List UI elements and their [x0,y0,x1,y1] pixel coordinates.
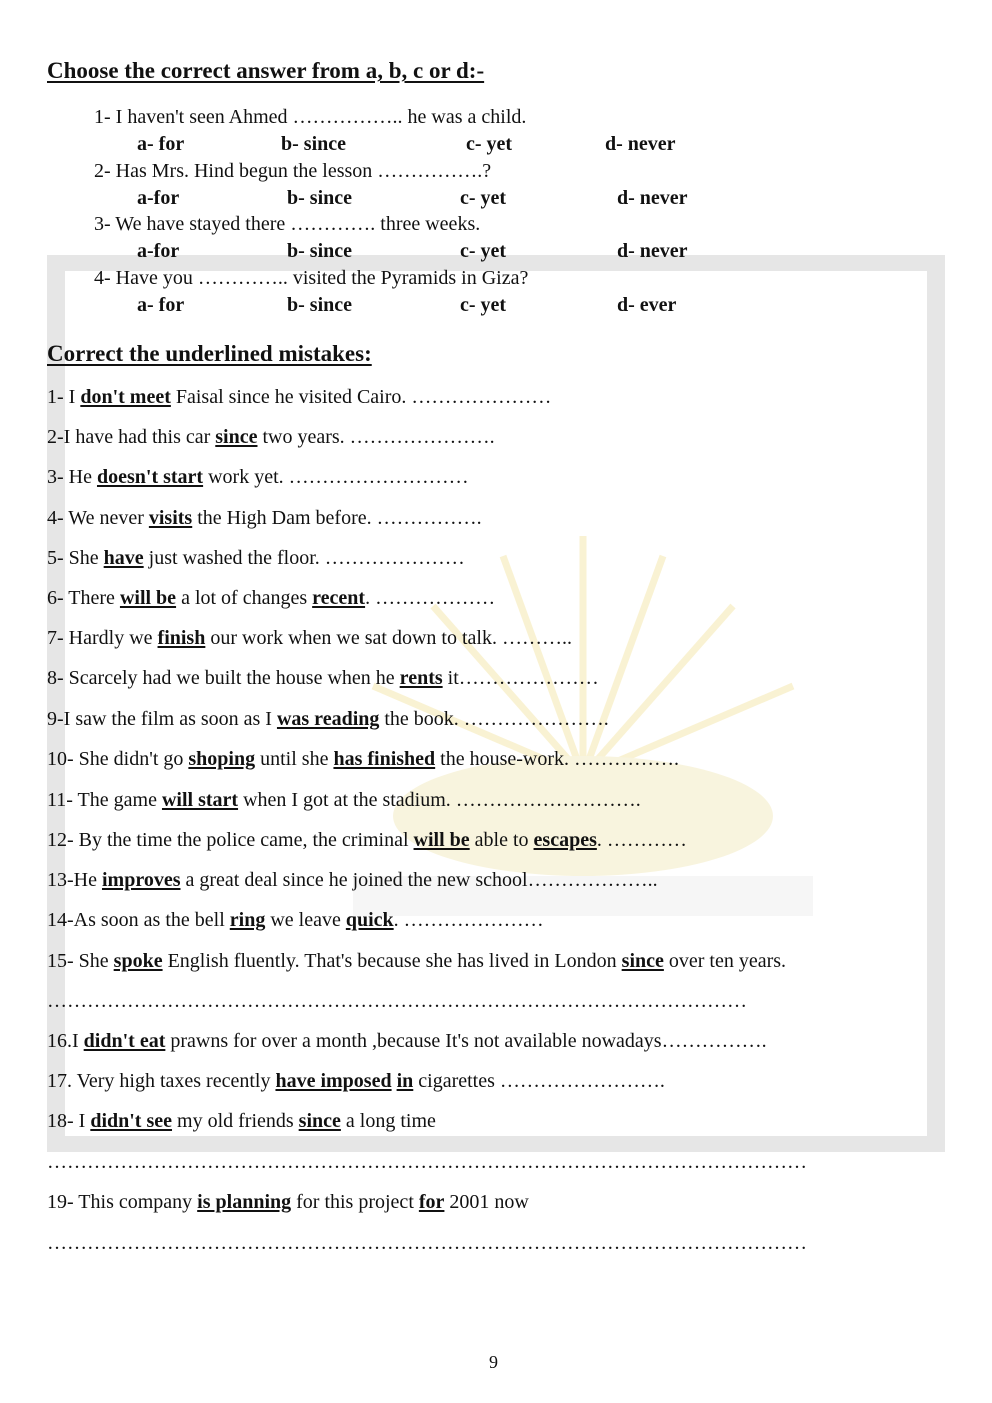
question-text: 4- Have you ………….. visited the Pyramids in Giza? [94,267,529,289]
sentence-text: 5- She [47,547,104,569]
correction-item [47,386,551,409]
option-a: a- for [137,133,185,155]
correction-item [47,748,679,771]
correction-item [47,507,482,530]
sentence-text: …………………………………………………………………………………………… [47,990,747,1012]
sentence-text: our work when we sat down to talk. ……….. [205,627,572,649]
sentence-text: prawns for over a month ,because It's not available nowadays……………. [165,1030,767,1052]
section-correct-title: Correct the underlined mistakes: [47,341,372,366]
correction-item [47,1232,807,1255]
underlined-mistake: will be [413,829,470,851]
correction-item [47,1110,436,1133]
option-d: d- never [617,187,688,209]
sentence-text: . ………………… [393,909,544,931]
correction-item [47,587,495,610]
underlined-mistake: finish [157,627,206,649]
underlined-mistake: for [418,1191,445,1213]
sentence-text: …………………………………………………………………………………………………… [47,1151,807,1173]
sentence-text: . ………… [596,829,687,851]
section-choose-title: Choose the correct answer from a, b, c or d:- [47,58,485,83]
option-b: b- since [287,294,352,316]
correction-item [47,789,641,812]
sentence-text: 4- We never [47,507,149,529]
option-a: a-for [137,240,180,262]
underlined-mistake: don't meet [80,386,171,408]
option-c: c- yet [466,133,513,155]
sentence-text: work yet. ……………………… [203,466,469,488]
correction-item [47,426,495,449]
underlined-mistake: in [396,1070,414,1092]
correction-item [47,708,609,731]
option-d: d- ever [617,294,677,316]
sentence-text: 14-As soon as the bell [47,909,230,931]
underlined-mistake: ring [229,909,266,931]
correction-item [47,1070,665,1093]
option-b: b- since [281,133,346,155]
sentence-text: two years. …………………. [257,426,495,448]
underlined-mistake: didn't eat [83,1030,166,1052]
sentence-text: 6- There [47,587,120,609]
sentence-text: until she [255,748,334,770]
sentence-text: …………………………………………………………………………………………………… [47,1232,807,1254]
correction-item [47,1030,767,1053]
sentence-text: 1- I [47,386,81,408]
option-c: c- yet [460,240,507,262]
option-c: c- yet [460,187,507,209]
option-d: d- never [617,240,688,262]
option-b: b- since [287,240,352,262]
option-a: a-for [137,187,180,209]
correction-item [47,466,469,489]
underlined-mistake: since [298,1110,341,1132]
option-c: c- yet [460,294,507,316]
correction-item [47,1151,807,1174]
question-text: 1- I haven't seen Ahmed …………….. he was a child. [94,106,527,128]
sentence-text: able to [469,829,534,851]
underlined-mistake: will be [119,587,177,609]
sentence-text: 16.I [47,1030,84,1052]
underlined-mistake: is planning [197,1191,292,1213]
sentence-text: over ten years. [663,950,787,972]
sentence-text: 11- The game [47,789,162,811]
correction-item [47,869,658,892]
sentence-text: 9-I saw the film as soon as I [47,708,277,730]
correction-item [47,627,572,650]
sentence-text: 10- She didn't go [47,748,189,770]
sentence-text: for this project [291,1191,419,1213]
sentence-text: 2001 now [444,1191,529,1213]
sentence-text: 17. Very high taxes recently [47,1070,276,1092]
correction-item [47,829,687,852]
sentence-text: when I got at the stadium. ………………………. [238,789,641,811]
page-number: 9 [489,1352,498,1372]
question-text: 3- We have stayed there …………. three weeks. [94,213,481,235]
sentence-text: 18- I [47,1110,91,1132]
sentence-text: 8- Scarcely had we built the house when he [47,667,400,689]
correction-item [47,950,786,973]
sentence-text: it………………… [442,667,599,689]
sentence-text: my old friends [172,1110,299,1132]
option-d: d- never [605,133,676,155]
sentence-text: we leave [265,909,346,931]
sentence-text: 7- Hardly we [47,627,158,649]
sentence-text: 12- By the time the police came, the criminal [47,829,414,851]
sentence-text: 13-He [47,869,102,891]
sentence-text: 3- He [47,466,97,488]
sentence-text: 15- She [47,950,114,972]
sentence-text: Faisal since he visited Cairo. ………………… [170,386,552,408]
correction-item [47,547,465,570]
question-text: 2- Has Mrs. Hind begun the lesson …………….? [94,160,492,182]
sentence-text: a lot of changes [176,587,313,609]
sentence-text: 19- This company [47,1191,198,1213]
option-a: a- for [137,294,185,316]
underlined-mistake: shoping [188,748,256,770]
sentence-text: English fluently. That's because she has lived in London [162,950,622,972]
underlined-mistake: improves [101,869,181,891]
underlined-mistake: doesn't start [96,466,204,488]
underlined-mistake: quick [345,909,394,931]
underlined-mistake: recent [312,587,366,609]
sentence-text: a great deal since he joined the new school……………….. [180,869,658,891]
correction-item [47,667,599,690]
correction-item [47,909,544,932]
underlined-mistake: have imposed [275,1070,392,1092]
sentence-text: the house-work. ……………. [435,748,680,770]
underlined-mistake: have [103,547,144,569]
underlined-mistake: didn't see [90,1110,173,1132]
option-b: b- since [287,187,352,209]
sentence-text: cigarettes ……………………. [413,1070,665,1092]
underlined-mistake: has finished [333,748,436,770]
sentence-text: a long time [340,1110,436,1132]
underlined-mistake: spoke [113,950,163,972]
underlined-mistake: will start [161,789,239,811]
underlined-mistake: escapes [533,829,597,851]
underlined-mistake: since [215,426,258,448]
sentence-text: the book. …………………. [379,708,609,730]
sentence-text: . ……………… [365,587,496,609]
underlined-mistake: rents [399,667,443,689]
underlined-mistake: visits [148,507,193,529]
sentence-text: 2-I have had this car [47,426,216,448]
correction-item [47,1191,529,1214]
sentence-text: just washed the floor. ………………… [143,547,465,569]
correction-item [47,990,747,1013]
underlined-mistake: since [621,950,664,972]
sentence-text: the High Dam before. ……………. [192,507,482,529]
underlined-mistake: was reading [276,708,380,730]
